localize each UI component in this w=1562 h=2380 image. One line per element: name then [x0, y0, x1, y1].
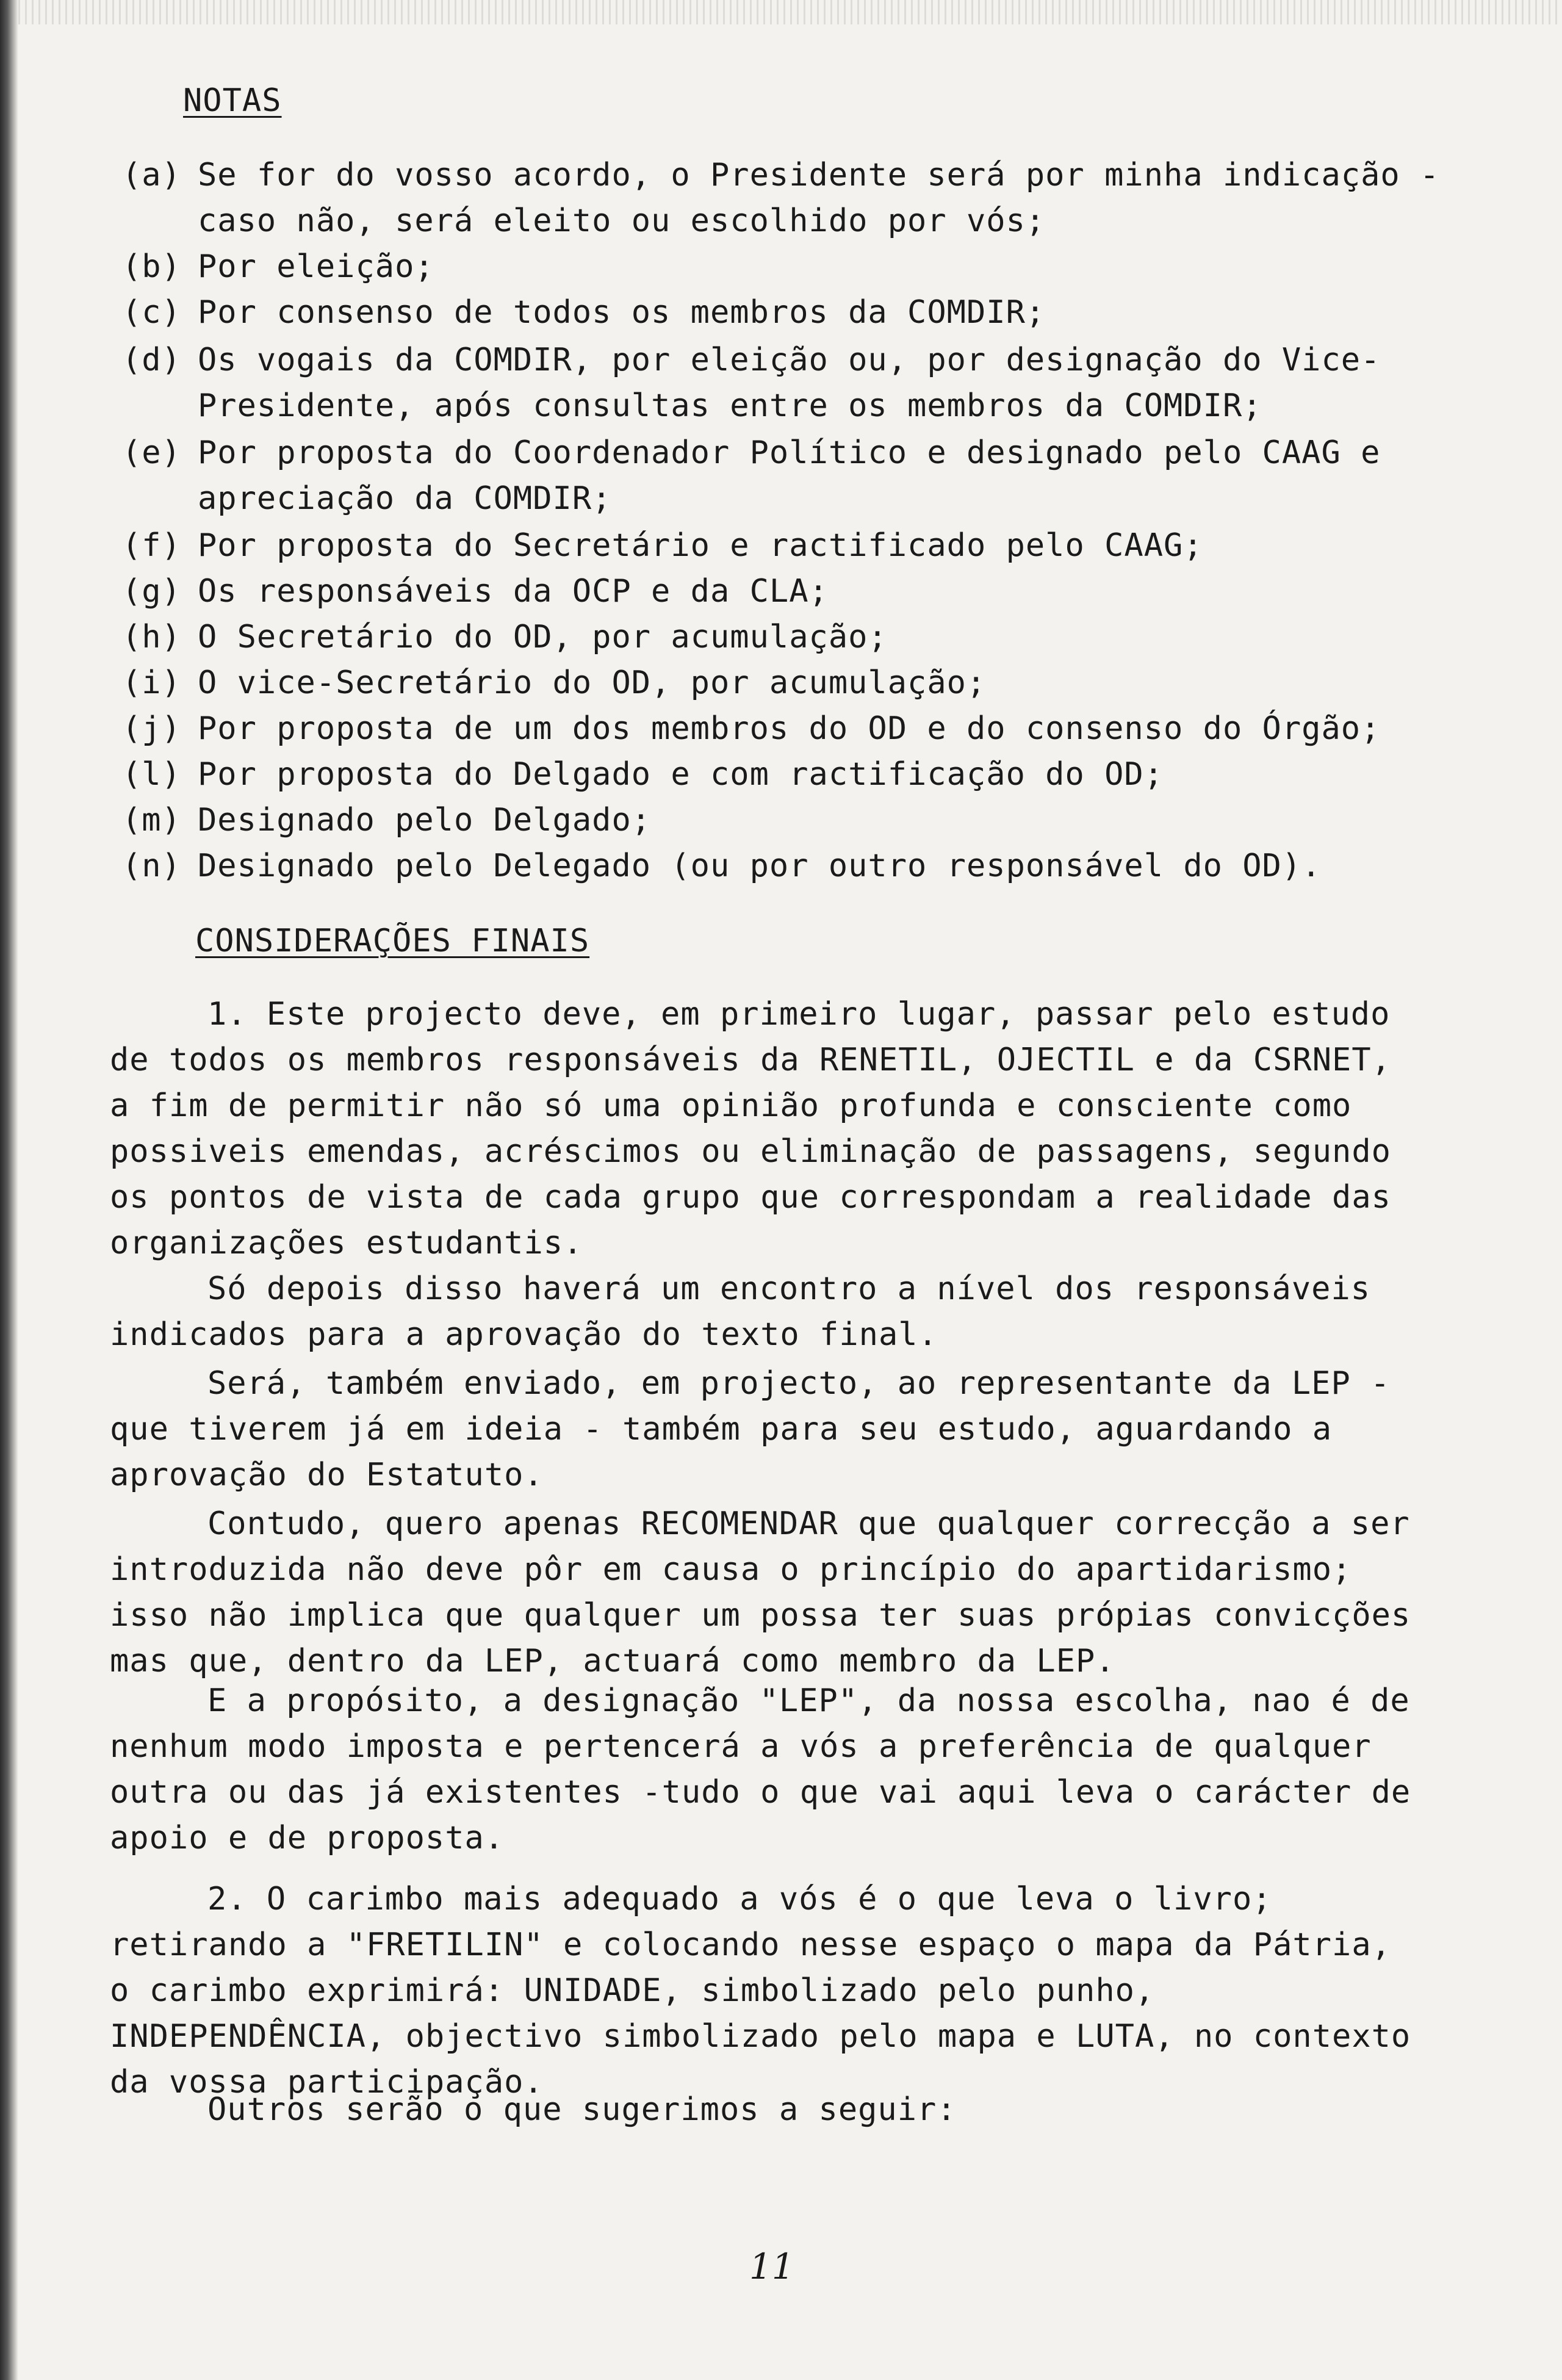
note-text: Se for do vosso acordo, o Presidente será por minha indicação - caso não, será eleito ou escolhido por vós;: [198, 157, 1440, 239]
note-text: Os responsáveis da OCP e da CLA;: [198, 573, 829, 610]
note-key: (a): [122, 157, 181, 193]
paragraph: E a propósito, a designação "LEP", da nossa escolha, nao é de nenhum modo imposta e pertencerá a vós a preferência de qualquer outra ou das já existentes -tudo o que vai aqui leva o carácter de apoio e de proposta.: [110, 1682, 1411, 1856]
note-text: Por proposta do Coordenador Político e designado pelo CAAG e apreciação da COMDIR;: [198, 435, 1381, 517]
notes-heading: NOTAS: [183, 82, 282, 119]
final-considerations-heading: CONSIDERAÇÕES FINAIS: [195, 923, 590, 959]
paragraph: Contudo, quero apenas RECOMENDAR que qualquer correcção a ser introduzida não deve pôr em causa o princípio do apartidarismo; isso não implica que qualquer um possa ter suas própias convicções mas que, dentro da LEP, actuará como membro da LEP.: [110, 1506, 1411, 1679]
note-key: (l): [122, 756, 181, 793]
note-text: Por proposta de um dos membros do OD e do consenso do Órgão;: [198, 710, 1381, 747]
page-number: 11: [749, 2246, 794, 2287]
note-key: (i): [122, 665, 181, 701]
note-key: (g): [122, 573, 181, 610]
note-text: Os vogais da COMDIR, por eleição ou, por designação do Vice-Presidente, após consultas entre os membros da COMDIR;: [198, 342, 1381, 424]
note-key: (m): [122, 802, 181, 838]
paragraph: Será, também enviado, em projecto, ao representante da LEP - que tiverem já em ideia - também para seu estudo, aguardando a aprovação do Estatuto.: [110, 1365, 1391, 1493]
note-key: (f): [122, 527, 181, 564]
note-text: Por proposta do Secretário e ractificado pelo CAAG;: [198, 527, 1203, 564]
note-text: Designado pelo Delgado;: [198, 802, 652, 838]
note-key: (d): [122, 342, 181, 378]
note-text: Designado pelo Delegado (ou por outro responsável do OD).: [198, 848, 1322, 884]
note-text: Por eleição;: [198, 248, 434, 285]
note-key: (h): [122, 619, 181, 655]
note-key: (b): [122, 248, 181, 285]
paragraph: 2. O carimbo mais adequado a vós é o que leva o livro; retirando a "FRETILIN" e colocando nesse espaço o mapa da Pátria, o carimbo exprimirá: UNIDADE, simbolizado pelo punho, INDEPENDÊNCIA, objectivo simbolizado pelo mapa e LUTA, no contexto da vossa participação.: [110, 1881, 1411, 2101]
note-text: O Secretário do OD, por acumulação;: [198, 619, 888, 655]
paragraph: Outros serão o que sugerimos a seguir:: [207, 2091, 957, 2128]
note-key: (e): [122, 435, 181, 471]
note-text: Por consenso de todos os membros da COMDIR;: [198, 294, 1046, 331]
note-key: (c): [122, 294, 181, 331]
paragraph: Só depois disso haverá um encontro a nível dos responsáveis indicados para a aprovação do texto final.: [110, 1271, 1371, 1353]
note-key: (n): [122, 848, 181, 884]
paragraph: 1. Este projecto deve, em primeiro lugar, passar pelo estudo de todos os membros responsáveis da RENETIL, OJECTIL e da CSRNET, a fim de permitir não só uma opinião profunda e consciente como possiveis emendas, acréscimos ou eliminação de passagens, segundo os pontos de vista de cada grupo que correspondam a realidade das organizações estudantis.: [110, 996, 1391, 1261]
note-text: Por proposta do Delgado e com ractificação do OD;: [198, 756, 1164, 793]
note-key: (j): [122, 710, 181, 747]
note-text: O vice-Secretário do OD, por acumulação;: [198, 665, 987, 701]
